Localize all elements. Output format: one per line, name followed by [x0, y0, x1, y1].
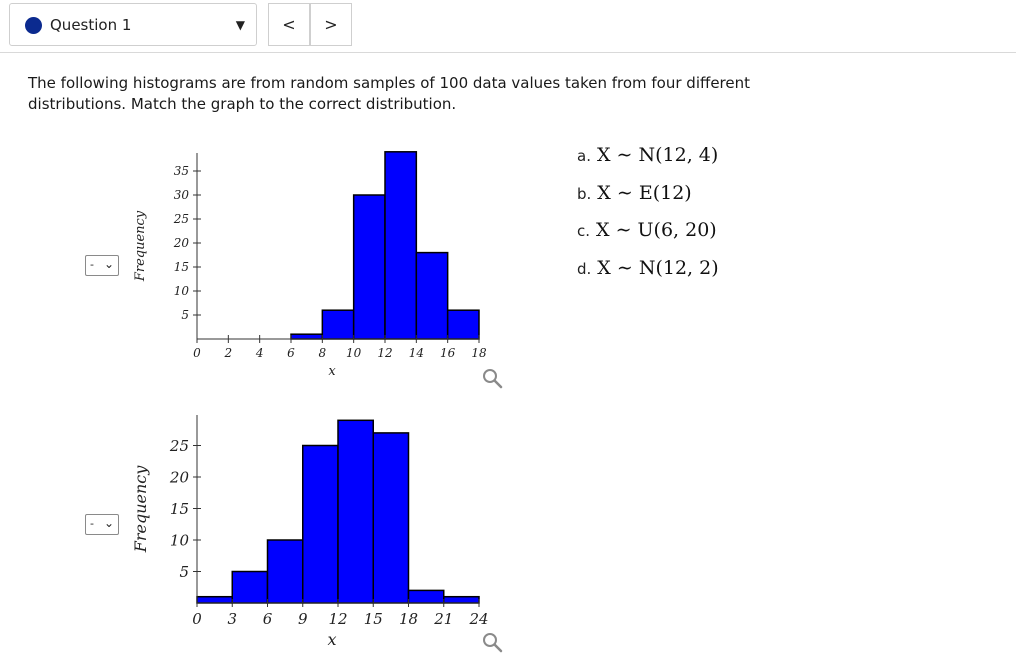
histogram-bar — [409, 590, 444, 603]
x-tick-label: 8 — [318, 346, 327, 360]
y-tick-label: 5 — [181, 308, 189, 323]
choice-a — [577, 144, 719, 182]
y-tick-label: 30 — [173, 188, 189, 203]
y-tick-label: 20 — [169, 468, 189, 487]
x-tick-label: 18 — [398, 610, 419, 628]
histogram-bar — [197, 597, 232, 603]
y-tick-label: 25 — [169, 436, 189, 455]
choice-c — [577, 219, 719, 257]
x-tick-label: 14 — [408, 346, 424, 360]
choice-letter: c. — [577, 222, 591, 240]
y-tick-label: 5 — [179, 562, 189, 581]
histogram-bar — [338, 420, 373, 603]
choice-math: X ∼ E(12) — [597, 181, 692, 204]
histogram-2 — [130, 412, 510, 656]
histogram-bar — [322, 310, 353, 339]
answer-select-1[interactable] — [85, 255, 119, 276]
distribution-choices — [577, 144, 719, 294]
choice-math: X ∼ U(6, 20) — [596, 219, 717, 241]
histogram-bar — [268, 540, 303, 603]
header-divider — [0, 52, 1016, 53]
y-tick-label: 35 — [173, 164, 189, 179]
choice-letter: a. — [577, 147, 591, 165]
y-tick-label: 15 — [169, 499, 189, 518]
x-tick-label: 3 — [227, 610, 238, 628]
chevron-down-icon: ⌄ — [103, 257, 114, 271]
zoom-icon[interactable] — [482, 368, 504, 390]
next-question-button[interactable] — [310, 3, 352, 46]
histogram-bar — [444, 597, 479, 603]
choice-math: X ∼ N(12, 4) — [596, 144, 719, 166]
x-tick-label: 12 — [377, 346, 393, 360]
chevron-right-icon: > — [324, 15, 338, 34]
x-tick-label: 15 — [363, 610, 383, 628]
question-prompt: The following histograms are from random samples of 100 data values taken from four different distributions. Match the graph to the correct distribution. — [28, 74, 750, 113]
y-axis-label: Frequency — [133, 210, 148, 282]
previous-question-button[interactable] — [268, 3, 310, 46]
x-tick-label: 0 — [193, 346, 201, 360]
y-tick-label: 25 — [173, 212, 189, 227]
x-tick-label: 16 — [440, 346, 456, 360]
answer-select-2[interactable] — [85, 514, 119, 535]
y-tick-label: 10 — [173, 284, 189, 299]
histogram-bar — [373, 433, 408, 603]
histogram-bar — [354, 195, 385, 339]
x-tick-label: 0 — [192, 610, 202, 628]
histogram-bar — [448, 310, 479, 339]
x-axis-label: x — [328, 364, 336, 379]
x-tick-label: 9 — [297, 610, 308, 628]
dropdown-caret-icon: ▼ — [235, 18, 245, 32]
x-tick-label: 6 — [262, 610, 273, 628]
histogram-1 — [130, 150, 510, 394]
choice-math: X ∼ N(12, 2) — [597, 256, 719, 279]
choice-b — [577, 182, 719, 220]
chevron-down-icon: ⌄ — [103, 516, 114, 530]
x-tick-label: 21 — [434, 610, 454, 628]
y-tick-label: 20 — [173, 236, 189, 251]
chevron-left-icon: < — [282, 15, 296, 34]
question-label: Question 1 — [50, 16, 132, 34]
answer-select-value: - — [90, 517, 94, 530]
x-tick-label: 6 — [287, 346, 295, 360]
histogram-1-plot — [130, 150, 510, 390]
y-tick-label: 15 — [173, 260, 189, 275]
x-tick-label: 4 — [255, 346, 264, 360]
x-tick-label: 10 — [346, 346, 362, 360]
x-tick-label: 12 — [328, 610, 348, 628]
y-axis-label: Frequency — [131, 465, 150, 553]
question-status-dot — [25, 17, 42, 34]
x-axis-label: x — [327, 630, 337, 649]
histogram-bar — [385, 152, 416, 339]
x-tick-label: 18 — [471, 346, 487, 360]
histogram-bar — [416, 253, 447, 339]
y-tick-label: 10 — [169, 531, 189, 550]
choice-d — [577, 257, 719, 295]
histogram-bar — [232, 572, 267, 604]
x-tick-label: 2 — [224, 346, 233, 360]
choice-letter: b. — [577, 184, 592, 203]
answer-select-value: - — [90, 258, 94, 271]
zoom-icon[interactable] — [482, 632, 504, 654]
choice-letter: d. — [577, 259, 592, 278]
histogram-2-plot — [130, 412, 510, 652]
histogram-bar — [303, 446, 338, 604]
histogram-bar — [291, 334, 322, 339]
x-tick-label: 24 — [469, 610, 489, 628]
question-selector[interactable] — [9, 3, 257, 46]
